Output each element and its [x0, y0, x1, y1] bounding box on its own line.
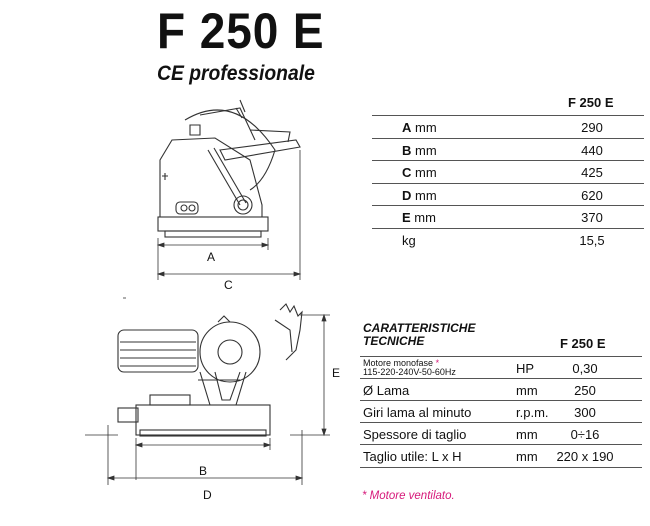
product-title: F 250 E [157, 3, 325, 59]
technical-value: 0÷16 [570, 427, 600, 442]
dimension-unit: mm [411, 142, 437, 158]
side-view-drawing [158, 100, 300, 237]
side-view-dimension-lines [158, 150, 300, 280]
technical-row [360, 378, 642, 401]
dimension-value: 620 [581, 187, 603, 203]
dimension-unit: kg [402, 232, 416, 248]
dimension-label-e: E [332, 366, 341, 380]
dimensions-column-header: F 250 E [568, 95, 614, 110]
dimension-letter: A [402, 120, 412, 135]
dimension-label-a: A [207, 250, 216, 264]
technical-label: Ø Lama [363, 383, 410, 398]
product-subtitle: CE professionale [157, 62, 315, 85]
dimension-row [372, 228, 644, 251]
dimension-label-b: B [199, 464, 208, 478]
dimension-unit: mm [411, 187, 437, 203]
dimension-letter: E [402, 210, 411, 225]
dimensions-table [372, 93, 644, 250]
technical-value: 300 [574, 405, 596, 420]
dimension-unit: mm [411, 120, 437, 135]
technical-value: 220 x 190 [556, 449, 614, 464]
technical-unit: mm [516, 449, 538, 464]
dimension-row [372, 115, 644, 138]
dimension-label-c: C [224, 278, 233, 292]
technical-label: Giri lama al minuto [363, 405, 472, 420]
dimension-letter: D [402, 187, 412, 203]
technical-unit: HP [516, 361, 535, 376]
technical-value: 250 [574, 383, 596, 398]
side-base [158, 217, 268, 231]
technical-value: 0,30 [572, 361, 598, 376]
technical-label: Taglio utile: L x H [363, 449, 462, 464]
technical-row [360, 400, 642, 423]
asterisk-icon: * [435, 358, 440, 368]
technical-heading: CARATTERISTICHE TECNICHE [363, 321, 476, 348]
technical-unit: mm [516, 427, 538, 442]
dimension-row [372, 183, 644, 206]
technical-column-header: F 250 E [560, 336, 606, 351]
footnote: * Motore ventilato. [362, 490, 455, 502]
technical-unit: mm [516, 383, 538, 398]
dimension-value: 370 [581, 210, 603, 225]
front-view-drawing [118, 304, 302, 436]
dimension-letter: C [402, 165, 412, 180]
dimension-value: 15,5 [579, 232, 605, 248]
dimension-value: 425 [581, 165, 603, 180]
dimension-letter: B [402, 142, 412, 158]
dimension-row [372, 205, 644, 228]
dimension-unit: mm [411, 165, 437, 180]
technical-row [360, 422, 642, 445]
dimension-label-d: D [203, 488, 212, 502]
dimension-unit: mm [410, 210, 436, 225]
dimension-row [372, 138, 644, 161]
dimension-value: 290 [581, 120, 603, 135]
technical-row [360, 444, 642, 468]
dimensions-header [372, 93, 644, 115]
dimension-row [372, 160, 644, 183]
technical-unit: r.p.m. [516, 405, 549, 420]
dimension-value: 440 [581, 142, 603, 158]
technical-label: Spessore di taglio [363, 427, 467, 442]
technical-row-motor: Motore monofase * 115-220-240V-50-60Hz HP 0,30 [360, 356, 642, 379]
front-view-dimension-lines [85, 298, 330, 485]
